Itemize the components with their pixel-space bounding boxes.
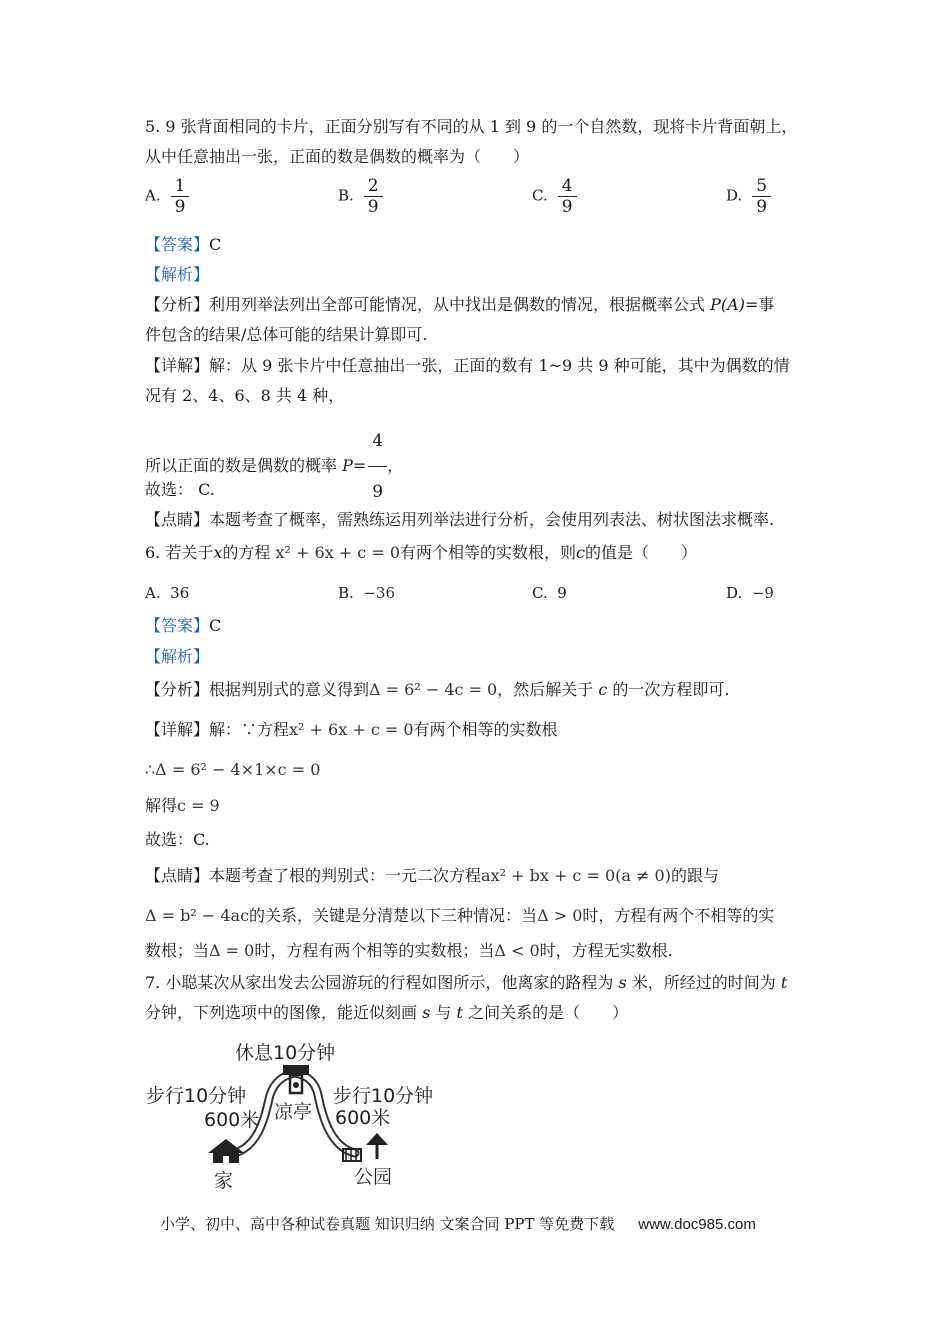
dist-right-label: 600米	[335, 1107, 391, 1129]
q5-stem-line1: 5. 9 张背面相同的卡片，正面分别写有不同的从 1 到 9 的一个自然数，现将卡片背面朝上，	[145, 117, 798, 136]
q5-option-d	[726, 176, 771, 217]
dianjing-tag: 【点睛】	[145, 510, 210, 529]
dianjing-tag: 【点睛】	[145, 866, 210, 885]
fenxi-tag: 【分析】	[145, 295, 210, 314]
delta-positive: Δ > 0	[537, 906, 583, 925]
option-label: D.	[726, 186, 743, 205]
option-fraction	[752, 176, 771, 217]
q6-dianjing-line3	[145, 940, 673, 962]
q6-option-b	[338, 584, 395, 602]
xiangjie-text: 所以正面的数是偶数的概率	[145, 456, 338, 475]
option-label: D.	[726, 584, 743, 602]
dianjing-text: 本题考查了概率，需熟练运用列举法进行分析，会使用列表法、树状图法求概率.	[209, 510, 775, 529]
park-label: 公园	[354, 1166, 393, 1188]
q5-answer	[145, 234, 221, 256]
var-x: x	[213, 543, 223, 562]
q6-guxuan: 故选：C.	[145, 830, 210, 849]
q6-step2	[145, 795, 220, 817]
q6-analysis-tag	[145, 646, 209, 668]
option-label: B.	[338, 186, 354, 205]
var-c: c	[576, 543, 585, 562]
q5-option-c	[532, 176, 577, 217]
option-label: A.	[145, 186, 161, 205]
dianjing-l3-text-a: 数根；当	[145, 941, 210, 960]
q5-dianjing	[145, 509, 774, 531]
q5-fenxi-line2: 件包含的结果/总体可能的结果计算即可.	[145, 325, 428, 344]
pavilion-label: 凉亭	[274, 1101, 313, 1123]
q7-text-b: 米，所经过的时间为	[631, 973, 776, 992]
q6-text-b: 的方程	[222, 543, 271, 562]
q6-option-a	[145, 584, 189, 602]
fenxi-pa: P(A)	[710, 295, 745, 314]
analysis-tag: 【解析】	[145, 647, 210, 666]
option-label: A.	[145, 584, 161, 602]
dist-left-label: 600米	[204, 1109, 260, 1131]
q5-guxuan: 故选： C.	[145, 480, 215, 499]
answer-tag: 【答案】	[145, 235, 210, 254]
q5-fenxi-line1	[145, 294, 774, 316]
frac-den: 9	[174, 197, 186, 217]
frac-den: 9	[561, 197, 573, 217]
dianjing-l3-text-c: 时，方程无实数根.	[539, 941, 673, 960]
home-label: 家	[214, 1170, 234, 1192]
step2-equation: c = 9	[177, 796, 220, 815]
home-icon	[208, 1139, 244, 1163]
rest-label: 休息10分钟	[235, 1042, 336, 1064]
dianjing-l2-text-b: 时，方程有两个不相等的实	[582, 906, 775, 925]
var-s: s	[618, 973, 627, 992]
option-value: 9	[557, 584, 567, 602]
option-label: C.	[532, 186, 548, 205]
option-fraction	[171, 176, 190, 217]
option-value: −36	[363, 584, 395, 602]
option-value: −9	[751, 584, 774, 602]
q5-xiangjie-line1	[145, 355, 790, 377]
fenxi-text-d: 的一次方程即可.	[612, 680, 730, 699]
footer	[160, 1213, 756, 1234]
frac-num: 5	[756, 176, 768, 196]
option-fraction	[364, 176, 383, 217]
frac-num: 1	[174, 176, 186, 196]
frac-den: 9	[756, 197, 768, 217]
dianjing-l3-text-b: 时，方程有两个相等的实数根；当	[254, 941, 495, 960]
delta-zero: Δ = 0	[209, 941, 255, 960]
xiangjie-tag: 【详解】	[145, 720, 210, 739]
q7-text-d: 与	[435, 1003, 452, 1022]
dianjing-text-b: 的跟与	[670, 866, 719, 885]
walk-left-label: 步行10分钟	[146, 1085, 247, 1107]
frac-den: 9	[367, 197, 379, 217]
xiangjie-text: 解：从 9 张卡片中任意抽出一张，正面的数有 1~9 共 9 种可能，其中为偶数的情	[209, 356, 790, 375]
fenxi-equation: Δ = 6² − 4c = 0	[369, 680, 498, 699]
q6-dianjing-line2	[145, 905, 774, 927]
xiangjie-text-b: 有两个相等的实数根	[413, 720, 558, 739]
analysis-tag: 【解析】	[145, 265, 210, 284]
q5-option-b	[338, 176, 383, 217]
dianjing-l2-text-a: 的关系，关键是分清楚以下三种情况：当	[249, 906, 538, 925]
prob-p: P=	[342, 456, 367, 475]
var-t: t	[456, 1003, 463, 1022]
q5-stem-line2: 从中任意抽出一张，正面的数是偶数的概率为（ ）	[145, 147, 530, 166]
option-value: 36	[170, 584, 190, 602]
q6-xiangjie	[145, 719, 558, 741]
q6-fenxi	[145, 679, 730, 701]
answer-value: C	[209, 235, 222, 254]
prob-fraction	[368, 416, 387, 517]
footer-text: 小学、初中、高中各种试卷真题 知识归纳 文案合同 PPT 等免费下载	[160, 1215, 615, 1233]
delta-negative: Δ < 0	[494, 941, 540, 960]
q5-analysis-tag	[145, 264, 209, 286]
q7-text-e: 之间关系的是（ ）	[468, 1003, 629, 1022]
option-label: B.	[338, 584, 354, 602]
fenxi-tag: 【分析】	[145, 680, 210, 699]
q6-option-c	[532, 584, 567, 602]
fenxi-text: 利用列举法列出全部可能情况，从中找出是偶数的情况，根据概率公式	[209, 295, 706, 314]
dianjing-equation: ax² + bx + c = 0(a ≠ 0)	[481, 866, 671, 885]
q7-stem-line2	[145, 1002, 628, 1024]
footer-url[interactable]: www.doc985.com	[638, 1216, 756, 1233]
walk-right-label: 步行10分钟	[333, 1085, 434, 1107]
dianjing-text-a: 本题考查了根的判别式：一元二次方程	[209, 866, 482, 885]
q6-answer	[145, 615, 221, 637]
option-fraction	[558, 176, 577, 217]
option-label: C.	[532, 584, 548, 602]
q6-text-d: 的值是（ ）	[585, 543, 698, 562]
q6-step1	[145, 759, 320, 781]
q7-stem-line1	[145, 972, 787, 994]
q6-option-d	[726, 584, 774, 602]
q5-option-a	[145, 176, 189, 217]
q6-dianjing-line1	[145, 865, 719, 887]
q6-equation: x² + 6x + c = 0	[275, 543, 401, 562]
fenxi-text-b: =事	[744, 295, 775, 314]
frac-num: 2	[367, 176, 379, 196]
frac-num: 4	[561, 176, 573, 196]
q5-xiangjie-line2: 况有 2、4、6、8 共 4 种，	[145, 386, 345, 405]
fenxi-text-b: ，然后解关于	[497, 680, 594, 699]
step1-equation: ∴Δ = 6² − 4×1×c = 0	[145, 760, 321, 779]
q6-text-a: 6. 若关于	[145, 543, 214, 562]
answer-tag: 【答案】	[145, 616, 210, 635]
xiangjie-equation: x² + 6x + c = 0	[289, 720, 414, 739]
xiangjie-text-a: 解：∵方程	[209, 720, 290, 739]
answer-value: C	[209, 616, 222, 635]
xiangjie-tag: 【详解】	[145, 356, 210, 375]
route-figure	[140, 1035, 450, 1195]
q7-text-c: 分钟，下列选项中的图像，能近似刻画	[145, 1003, 418, 1022]
q7-text-a: 7. 小聪某次从家出发去公园游玩的行程如图所示，他离家的路程为	[145, 973, 614, 992]
frac-num: 4	[372, 431, 384, 451]
var-s: s	[422, 1003, 431, 1022]
discriminant-equation: Δ = b² − 4ac	[145, 906, 250, 925]
var-t: t	[780, 973, 788, 992]
frac-den: 9	[372, 482, 384, 502]
var-c: c	[598, 680, 608, 699]
xiangjie-text-b: ，	[387, 456, 404, 475]
step2-text: 解得	[145, 796, 178, 815]
q6-stem	[145, 542, 697, 564]
q6-text-c: 有两个相等的实数根，则	[400, 543, 577, 562]
fenxi-text-a: 根据判别式的意义得到	[209, 680, 370, 699]
q5-xiangjie-line3	[145, 416, 403, 517]
